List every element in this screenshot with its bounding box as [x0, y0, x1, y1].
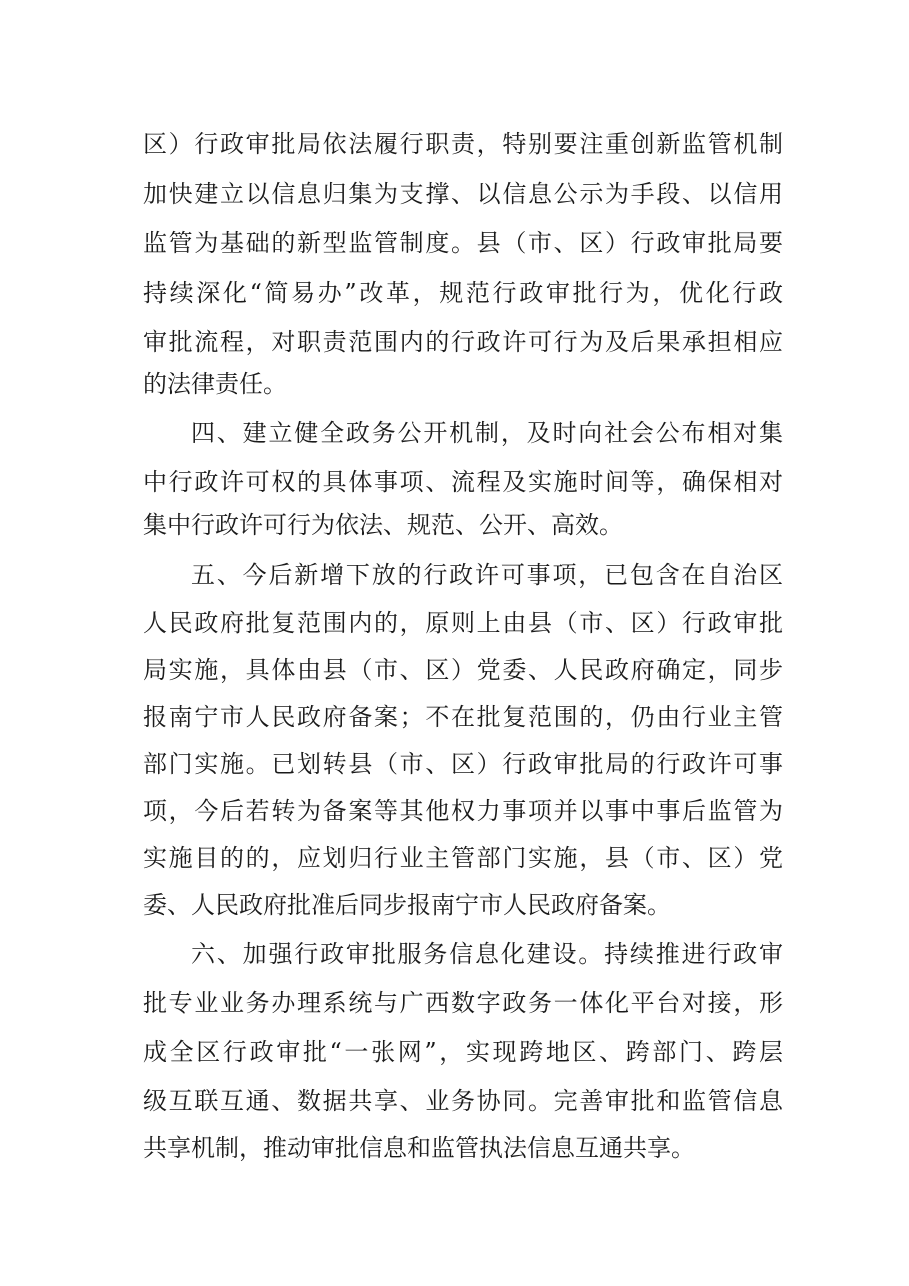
- text-line: 实施目的的，应划归行业主管部门实施，县（市、区）党: [143, 844, 783, 872]
- text-line: 监管为基础的新型监管制度。县（市、区）行政审批局要: [143, 229, 783, 257]
- paragraph-six-start: 六、加强行政审批服务信息化建设。持续推进行政审: [191, 940, 783, 968]
- text-line: 项，今后若转为备案等其他权力事项并以事中事后监管为: [143, 797, 783, 825]
- text-line: 委、人民政府批准后同步报南宁市人民政府备案。: [143, 891, 671, 919]
- text-line: 审批流程，对职责范围内的行政许可行为及后果承担相应: [143, 328, 783, 356]
- text-line: 人民政府批复范围内的，原则上由县（市、区）行政审批: [143, 609, 783, 637]
- text-line: 局实施，具体由县（市、区）党委、人民政府确定，同步: [143, 656, 783, 684]
- text-line: 报南宁市人民政府备案；不在批复范围的，仍由行业主管: [143, 703, 783, 731]
- text-line: 级互联互通、数据共享、业务协同。完善审批和监管信息: [143, 1087, 783, 1115]
- text-line: 集中行政许可行为依法、规范、公开、高效。: [143, 511, 623, 539]
- text-line: 的法律责任。: [143, 370, 287, 398]
- paragraph-five-start: 五、今后新增下放的行政许可事项，已包含在自治区: [191, 561, 783, 589]
- text-line: 加快建立以信息归集为支撑、以信息公示为手段、以信用: [143, 180, 783, 208]
- text-line: 区）行政审批局依法履行职责，特别要注重创新监管机制: [143, 130, 783, 158]
- text-line: 中行政许可权的具体事项、流程及实施时间等，确保相对: [143, 468, 783, 496]
- text-line: 持续深化“简易办”改革，规范行政审批行为，优化行政: [143, 279, 783, 307]
- text-line: 批专业业务办理系统与广西数字政务一体化平台对接，形: [143, 989, 783, 1017]
- text-line: 共享机制，推动审批信息和监管执法信息互通共享。: [143, 1134, 695, 1162]
- text-line: 成全区行政审批“一张网”，实现跨地区、跨部门、跨层: [143, 1038, 783, 1066]
- paragraph-four-start: 四、建立健全政务公开机制，及时向社会公布相对集: [191, 419, 783, 447]
- text-line: 部门实施。已划转县（市、区）行政审批局的行政许可事: [143, 750, 783, 778]
